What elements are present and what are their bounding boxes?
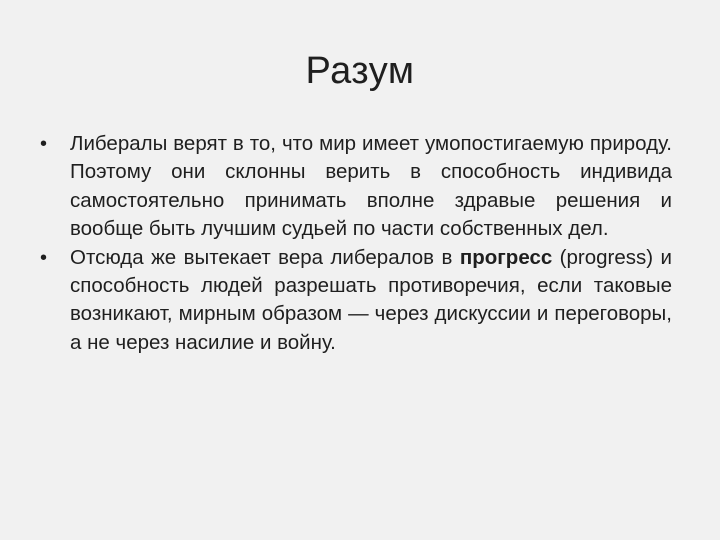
bullet-text: Либералы верят в то, что мир имеет умопостигаемую природу. Поэтому они склонны верить в способность индивида самостоятельно принимать вполне здравые решения и вообще быть лучшим судьей по части собственных дел. <box>70 132 672 241</box>
bullet-item-2 <box>36 244 672 358</box>
bold-term: прогресс <box>459 245 553 269</box>
bullet-item-1 <box>36 130 672 244</box>
bullet-text-after: (progress) и способность людей разрешать противоречия, если таковые возникают, мирным образом — через дискуссии и переговоры, а не через насилие и войну. <box>70 245 672 354</box>
bullet-text-before: Отсюда же вытекает вера либералов в <box>70 245 460 269</box>
slide-title: Разум <box>305 50 415 92</box>
bullet-list <box>36 130 672 357</box>
bullet-marker: • <box>40 133 48 155</box>
bullet-marker: • <box>40 246 48 269</box>
